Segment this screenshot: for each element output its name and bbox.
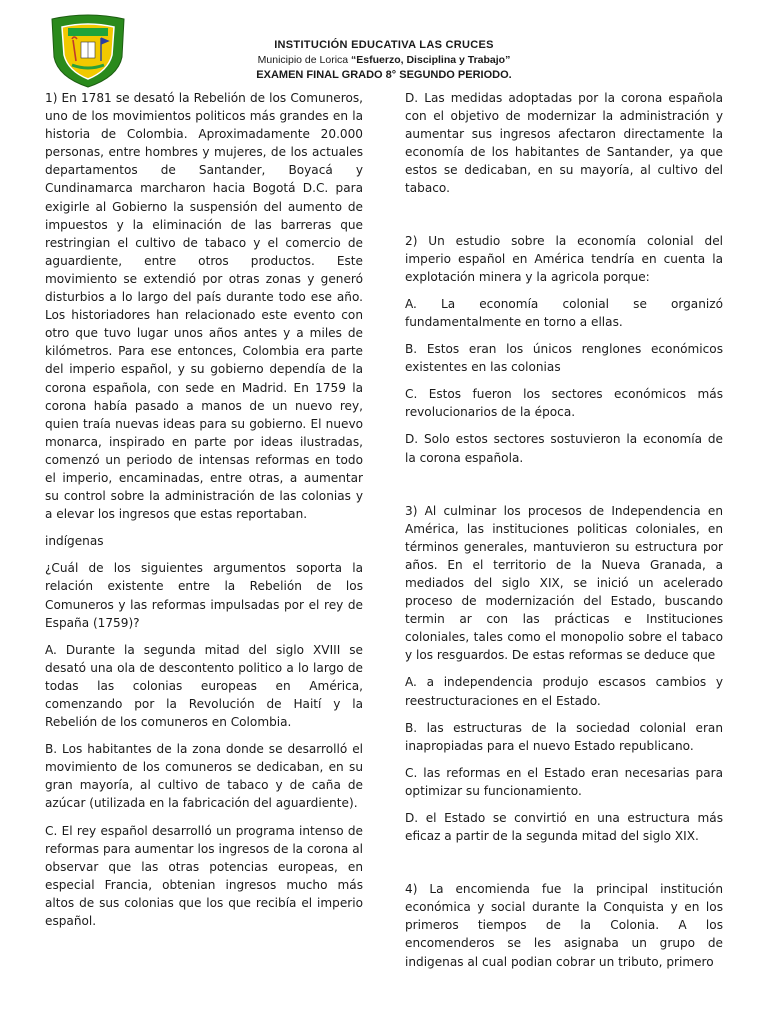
question-1-option-d: D. Las medidas adoptadas por la corona española con el objetivo de modernizar la administración y aumentar sus ingresos afectaron directamente la economía de los habitantes de Santander, ya que estos se dedicaban, en su mayoría, al cultivo del tabaco. [405,91,723,196]
municipality-line [180,53,588,68]
exam-header [180,37,588,83]
question-1-option-a: A. Durante la segunda mitad del siglo XVIII se desató una ola de descontento politico a lo largo de todas las colonias europeas en América, comenzando por la Revolución de Haití y la Rebelión de los comuneros en Colombia. [45,642,363,730]
question-3-option-c: C. las reformas en el Estado eran necesarias para optimizar su funcionamiento. [405,765,723,798]
question-2-option-d: D. Solo estos sectores sostuvieron la economía de la corona española. [405,432,723,465]
left-column [45,89,363,939]
question-2-prompt: 2) Un estudio sobre la economía colonial del imperio español en América tendría en cuenta la explotación minera y la agricola porque: [405,233,723,284]
question-1-prompt: ¿Cuál de los siguientes argumentos soporta la relación existente entre la Rebelión de los Comuneros y las reformas impulsadas por el rey de España (1759)? [45,561,363,630]
question-1-note: indígenas [45,534,104,549]
question-1-option-b: B. Los habitantes de la zona donde se desarrolló el movimiento de los comuneros se dedicaban, en su gran mayoría, al cultivo de tabaco y de caña de azúcar (utilizada en la fabricación del aguardiente). [45,742,363,811]
question-1-passage: 1) En 1781 se desató la Rebelión de los Comuneros, uno de los movimientos politicos más grandes en la historia de Colombia. Aproximadamente 20.000 personas, entre hombres y mujeres, de los actuales departamentos de Santander, Boyacá y Cundinamarca marcharon hacia Bogotá D.C. para exigirle al Gobierno la suspensión del aumento de impuestos y la eliminación de las barreras que restringian el cultivo de tabaco y el comercio de aguardiente, entre otros productos. Este movimiento se extendió por otras zonas y generó disturbios a lo largo del país durante todo ese año. Los historiadores han relacionado este evento con otro que tuvo lugar unos años antes y a miles de kilómetros. Para ese entonces, Colombia era parte del imperio español, y su gobierno dependía de la corona española, con sede en Madrid. En 1759 la corona había pasado a manos de un nuevo rey, quien traía nuevas ideas para su gobierno. El nuevo monarca, inspirado en parte por ideas ilustradas, comenzó un periodo de intensas reformas en todo el imperio, encaminadas, entre otras, a aumentar su control sobre la administración de las colonias y a elevar los ingresos que estas reportaban. [45,91,363,522]
question-2-option-a: A. La economía colonial se organizó fundamentalmente en torno a ellas. [405,296,723,329]
question-2-option-b: B. Estos eran los únicos renglones económicos existentes en las colonias [405,342,723,375]
spacer [405,207,723,232]
institution-name: INSTITUCIÓN EDUCATIVA LAS CRUCES [274,39,494,51]
question-4-prompt: 4) La encomienda fue la principal institución económica y social durante la Conquista y en los primeros tiempos de la Colonia. A los encomenderos se les asignaba un grupo de indigenas al cual podian cobrar un tributo, primero [405,882,723,969]
right-column [405,89,723,980]
question-3-prompt: 3) Al culminar los procesos de Independencia en América, las instituciones politicas coloniales, en términos generales, mantuvieron su estructura por años. En el territorio de la Nueva Granada, a mediados del siglo XIX, se inició un acelerado proceso de modernización del Estado, buscando termin ar con las prácticas e Instituciones coloniales, tales como el monopolio sobre el tabaco y los resguardos. De estas reformas se deduce que [405,503,723,663]
municipality: Municipio de Lorica [257,54,352,66]
spacer [405,854,723,880]
question-3-option-b: B. las estructuras de la sociedad colonial eran inapropiadas para el nuevo Estado republicano. [405,720,723,753]
question-3-option-a: A. a independencia produjo escasos cambios y reestructuraciones en el Estado. [405,675,723,708]
question-2-option-c: C. Estos fueron los sectores económicos más revolucionarios de la época. [405,387,723,420]
school-crest-logo [46,13,130,89]
motto: “Esfuerzo, Disciplina y Trabajo” [351,54,511,66]
exam-title: EXAMEN FINAL GRADO 8° SEGUNDO PERIODO. [256,69,512,81]
crest-band [68,28,108,36]
question-1-option-c: C. El rey español desarrolló un programa intenso de reformas para aumentar los ingresos de la corona al observar que las otras potencias europeas, en especial Francia, obtenian ingresos mucho más altos de sus colonias que los que recibía el imperio español. [45,823,363,929]
spacer [405,476,723,502]
question-3-option-d: D. el Estado se convirtió en una estructura más eficaz a partir de la segunda mitad del siglo XIX. [405,811,723,844]
